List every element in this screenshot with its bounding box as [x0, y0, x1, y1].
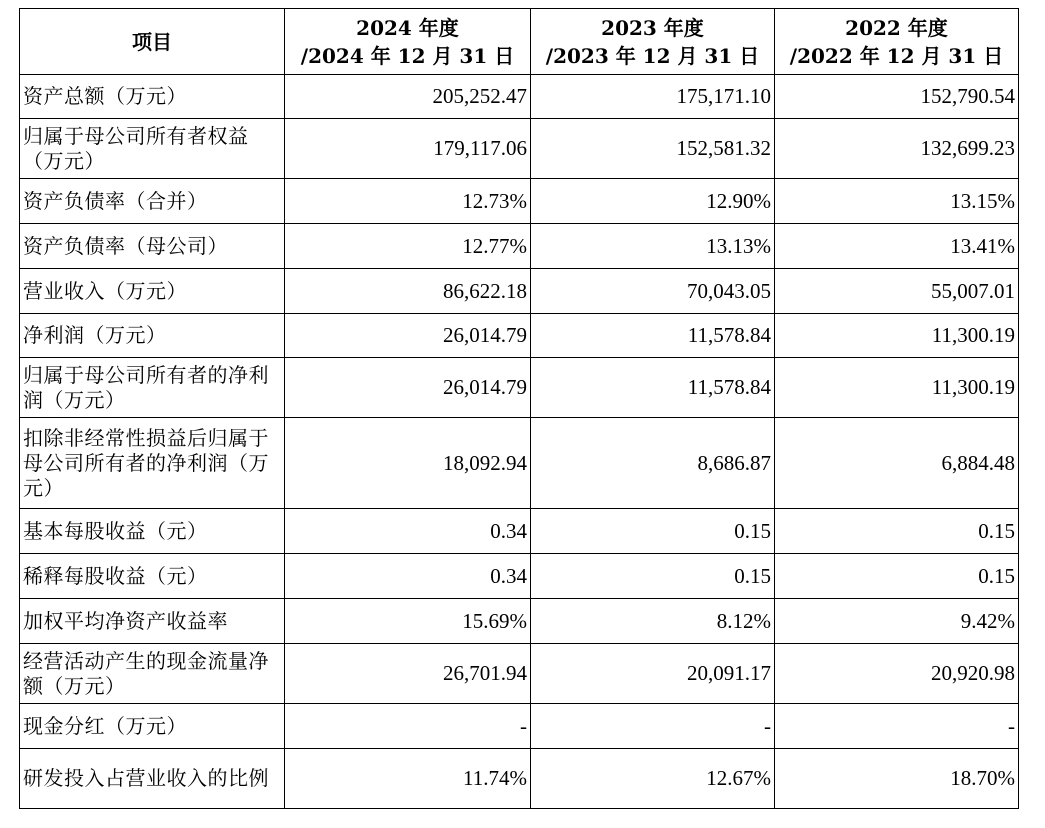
row-label: 资产负债率（合并）: [20, 179, 285, 224]
row-label: 扣除非经常性损益后归属于母公司所有者的净利润（万元）: [20, 418, 285, 509]
table-row: [20, 704, 1019, 749]
table-row: [20, 75, 1019, 119]
table-header: [20, 9, 1019, 75]
row-label: 加权平均净资产收益率: [20, 599, 285, 644]
cell-2024: 26,014.79: [285, 358, 531, 418]
cell-2022: 0.15: [775, 509, 1019, 554]
table-row: [20, 269, 1019, 314]
cell-2024: -: [285, 704, 531, 749]
header-year-2024: [285, 9, 531, 75]
cell-2023: 13.13%: [531, 224, 775, 269]
header-year-2023-line2: /2023 年 12 月 31 日: [545, 43, 760, 68]
cell-2022: 11,300.19: [775, 358, 1019, 418]
cell-2022: 18.70%: [775, 749, 1019, 809]
table-row: [20, 509, 1019, 554]
cell-2022: 0.15: [775, 554, 1019, 599]
table-row: [20, 418, 1019, 509]
cell-2024: 15.69%: [285, 599, 531, 644]
table-row: [20, 179, 1019, 224]
table-row: [20, 644, 1019, 704]
cell-2023: 175,171.10: [531, 75, 775, 119]
cell-2023: 8.12%: [531, 599, 775, 644]
cell-2024: 179,117.06: [285, 119, 531, 179]
row-label: 归属于母公司所有者权益（万元）: [20, 119, 285, 179]
cell-2024: 12.73%: [285, 179, 531, 224]
header-year-2024-line1: 2024 年度: [356, 15, 459, 40]
cell-2023: 12.67%: [531, 749, 775, 809]
cell-2022: 6,884.48: [775, 418, 1019, 509]
cell-2024: 26,014.79: [285, 314, 531, 358]
table-row: [20, 358, 1019, 418]
cell-2023: 20,091.17: [531, 644, 775, 704]
header-year-2023: [531, 9, 775, 75]
header-item: 项目: [20, 9, 285, 75]
cell-2022: 13.41%: [775, 224, 1019, 269]
cell-2022: 20,920.98: [775, 644, 1019, 704]
header-year-2023-line1: 2023 年度: [601, 15, 704, 40]
table-row: [20, 554, 1019, 599]
table-row: [20, 314, 1019, 358]
cell-2024: 0.34: [285, 554, 531, 599]
cell-2024: 205,252.47: [285, 75, 531, 119]
cell-2023: 11,578.84: [531, 314, 775, 358]
row-label: 资产总额（万元）: [20, 75, 285, 119]
row-label: 净利润（万元）: [20, 314, 285, 358]
header-year-2022-line1: 2022 年度: [845, 15, 948, 40]
row-label: 研发投入占营业收入的比例: [20, 749, 285, 809]
table-row: [20, 749, 1019, 809]
cell-2023: 11,578.84: [531, 358, 775, 418]
cell-2022: 55,007.01: [775, 269, 1019, 314]
row-label: 现金分红（万元）: [20, 704, 285, 749]
cell-2024: 26,701.94: [285, 644, 531, 704]
header-row: [20, 9, 1019, 75]
header-year-2022: [775, 9, 1019, 75]
cell-2022: 9.42%: [775, 599, 1019, 644]
cell-2023: 0.15: [531, 554, 775, 599]
header-year-2022-line2: /2022 年 12 月 31 日: [789, 43, 1004, 68]
cell-2022: -: [775, 704, 1019, 749]
row-label: 资产负债率（母公司）: [20, 224, 285, 269]
cell-2023: 0.15: [531, 509, 775, 554]
financial-summary-table: [19, 8, 1019, 809]
cell-2023: 8,686.87: [531, 418, 775, 509]
table-row: [20, 224, 1019, 269]
row-label: 经营活动产生的现金流量净额（万元）: [20, 644, 285, 704]
cell-2024: 18,092.94: [285, 418, 531, 509]
row-label: 基本每股收益（元）: [20, 509, 285, 554]
header-year-2024-line2: /2024 年 12 月 31 日: [300, 43, 515, 68]
cell-2023: 70,043.05: [531, 269, 775, 314]
cell-2023: 152,581.32: [531, 119, 775, 179]
cell-2024: 12.77%: [285, 224, 531, 269]
row-label: 营业收入（万元）: [20, 269, 285, 314]
cell-2022: 152,790.54: [775, 75, 1019, 119]
cell-2022: 11,300.19: [775, 314, 1019, 358]
table-row: [20, 599, 1019, 644]
cell-2024: 0.34: [285, 509, 531, 554]
table-row: [20, 119, 1019, 179]
cell-2023: -: [531, 704, 775, 749]
row-label: 归属于母公司所有者的净利润（万元）: [20, 358, 285, 418]
cell-2024: 11.74%: [285, 749, 531, 809]
cell-2023: 12.90%: [531, 179, 775, 224]
cell-2022: 13.15%: [775, 179, 1019, 224]
cell-2024: 86,622.18: [285, 269, 531, 314]
table-body: [20, 75, 1019, 809]
cell-2022: 132,699.23: [775, 119, 1019, 179]
row-label: 稀释每股收益（元）: [20, 554, 285, 599]
